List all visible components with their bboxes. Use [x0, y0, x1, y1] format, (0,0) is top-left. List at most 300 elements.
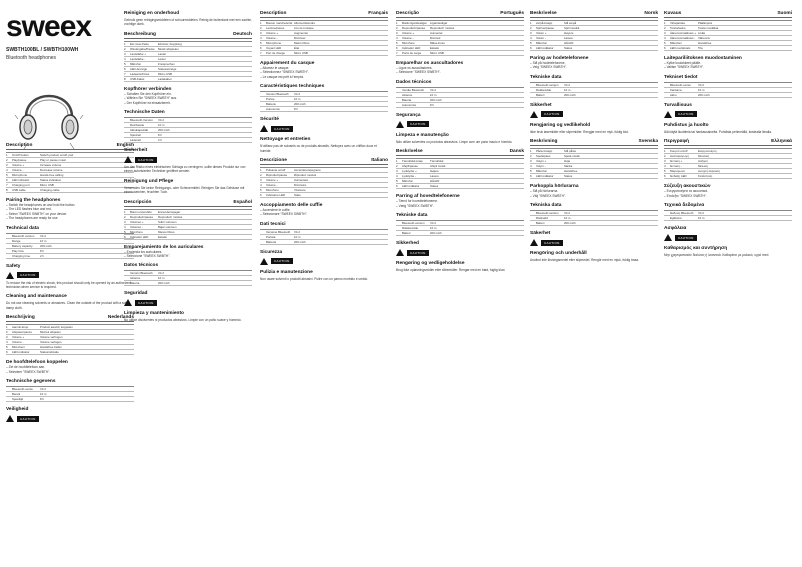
- bullet-item: – Tænd for hovedtelefonerne.: [396, 199, 438, 204]
- data-table: [124, 209, 252, 240]
- table-cell: Ligar/desligar: [430, 21, 448, 25]
- table-cell: 10 m: [564, 216, 571, 221]
- table-cell: 1: [124, 41, 126, 46]
- caution-block: [6, 272, 134, 279]
- section-title: Tekniske data: [530, 74, 562, 80]
- table-cell: Αναπαραγωγή: [670, 154, 689, 159]
- table-cell: 10 m: [158, 276, 165, 281]
- bullet-list: [260, 208, 388, 217]
- table-cell: Lautstärke -: [130, 56, 146, 61]
- table-cell: Volume +: [12, 335, 25, 340]
- section-title: Seguridad: [124, 291, 148, 297]
- section-title: Description: [260, 11, 287, 16]
- table-cell: Spela/paus: [536, 154, 551, 159]
- paragraph: Ikke bruk løsemidler eller slipemidler. Rengjør med en myk, fuktig klut.: [530, 129, 629, 134]
- table-cell: 4: [6, 168, 8, 172]
- table-cell: Lydstyrke +: [402, 169, 417, 174]
- table-cell: 6: [6, 350, 8, 355]
- caution-label: CAUTION: [407, 250, 429, 256]
- table-cell: Voyant LED: [266, 46, 282, 50]
- table-cell: 8 h: [40, 397, 45, 402]
- bullet-item: – Allumez le casque.: [260, 66, 290, 70]
- table-cell: 2: [530, 154, 532, 159]
- table-cell: V4.2: [294, 92, 300, 97]
- table-cell: Ένταση +: [670, 159, 683, 164]
- table-cell: Slå på/av: [564, 149, 577, 154]
- table-cell: LED-merkkivalo: [670, 46, 691, 50]
- table-cell: 3: [396, 169, 398, 174]
- table-cell: Allumer/éteindre: [294, 21, 316, 25]
- language-label: Français: [368, 11, 388, 16]
- table-cell: Statusanzeige: [158, 66, 177, 71]
- section-title: Cleaning and maintenance: [6, 294, 67, 300]
- table-cell: Leiser: [158, 56, 166, 61]
- bullet-item: – Zet de hoofdtelefoon aan.: [6, 365, 46, 370]
- table-cell: 1: [530, 21, 532, 25]
- table-cell: Version Bluetooth: [266, 92, 289, 97]
- table-cell: Indicatore LED: [266, 193, 286, 198]
- table-cell: Lydstyrke -: [402, 174, 417, 179]
- bullet-list: [396, 66, 524, 75]
- language-label: Suomi: [777, 11, 792, 16]
- caution-label: CAUTION: [675, 111, 697, 117]
- paragraph: Não utilize solventes ou produtos abrasivos. Limpe com um pano macio e húmido.: [396, 139, 513, 144]
- table-cell: LED-Anzeige: [130, 66, 148, 71]
- table-cell: Bluetooth-version: [536, 211, 559, 216]
- paragraph: Verwenden Sie keine Reinigungs- oder Scheuermittel. Reinigen Sie das Gehäuse mit einem weichen, feuchten Tuch.: [124, 185, 245, 195]
- table-cell: Κατάσταση: [698, 174, 713, 179]
- data-table: [664, 210, 792, 221]
- table-cell: Indicador LED: [402, 46, 421, 50]
- table-cell: Botão ligar/desligar: [402, 21, 427, 25]
- table-cell: 200 mAh: [430, 97, 442, 102]
- table-cell: 6: [664, 174, 666, 179]
- table-row: [6, 397, 134, 402]
- model-numbers: SWBTH100BL / SWBTH100WH: [6, 47, 79, 53]
- table-cell: Volym +: [536, 159, 547, 164]
- table-cell: Wiedergabe/Pause: [130, 46, 155, 51]
- table-cell: Handsfree: [698, 41, 712, 45]
- column-1: [6, 138, 134, 563]
- column-6: [664, 6, 792, 563]
- section-title: Turvallisuus: [664, 102, 692, 108]
- section-title: Segurança: [396, 112, 421, 118]
- table-cell: 3: [260, 31, 262, 35]
- table-cell: Volume -: [266, 183, 278, 188]
- table-cell: Batería: [130, 281, 140, 286]
- table-cell: 3: [260, 178, 262, 183]
- table-cell: Product aan/uit; koppelen: [40, 325, 73, 330]
- table-cell: Volum -: [536, 36, 546, 40]
- table-cell: Μείωση: [698, 164, 708, 169]
- table-cell: 3: [664, 31, 666, 35]
- table-cell: Volume +: [12, 163, 25, 167]
- table-cell: Tila: [698, 46, 703, 50]
- table-cell: Play or pause music: [40, 158, 67, 162]
- table-cell: 5: [124, 61, 126, 66]
- section-title: Descripción: [124, 199, 152, 205]
- table-cell: Έκδοση Bluetooth: [670, 211, 694, 216]
- table-cell: Subir volumen: [158, 219, 177, 224]
- table-cell: Play time: [12, 248, 24, 253]
- paragraph: Do not use cleaning solvents or abrasives. Clean the outside of the product with a soft, damp cloth.: [6, 301, 129, 310]
- table-cell: V4.2: [564, 82, 570, 87]
- table-cell: Bateria: [402, 97, 412, 102]
- table-cell: 6: [124, 66, 126, 71]
- section-title: Beskrivelse: [530, 11, 557, 16]
- section-title: Descrizione: [260, 158, 287, 164]
- warning-triangle-icon: [664, 234, 672, 241]
- table-row: [530, 221, 658, 226]
- table-cell: 5: [396, 179, 398, 184]
- table-cell: Akku: [670, 92, 677, 97]
- caution-block: [530, 111, 658, 118]
- table-cell: Räckvidd: [536, 216, 548, 221]
- table-cell: Estado: [430, 46, 439, 50]
- table-cell: 2: [124, 46, 126, 51]
- table-cell: LED-indikator: [402, 184, 420, 189]
- table-cell: Ein/Aus; Kopplung: [158, 41, 182, 46]
- section-title: Reiniging en onderhoud: [124, 11, 180, 16]
- language-label: Español: [233, 199, 252, 205]
- data-table: [124, 270, 252, 286]
- section-header: [260, 11, 388, 18]
- section-title: Rengjøring og vedlikehold: [530, 122, 591, 128]
- table-cell: 1: [124, 209, 126, 214]
- table-cell: 5: [260, 188, 262, 193]
- section-title: Beskrivelse: [396, 149, 423, 155]
- table-cell: 200 mAh: [564, 221, 576, 226]
- table-cell: Botón encendido: [130, 209, 152, 214]
- table-cell: Alcance: [130, 276, 141, 281]
- table-cell: Encender/apagar: [158, 209, 181, 214]
- table-cell: 5: [6, 173, 8, 177]
- bullet-item: – Selecteer "SWEEX SWBTH".: [6, 369, 51, 374]
- bullet-item: – Välj "SWEEX SWBTH".: [530, 193, 566, 198]
- section-title: Paring av hodetelefonene: [530, 56, 589, 61]
- table-cell: Bluetooth-versio: [670, 82, 691, 87]
- table-cell: 8: [124, 76, 126, 81]
- table-cell: Εμβέλεια: [670, 216, 682, 221]
- table-cell: Volume verlagen: [40, 340, 62, 345]
- table-cell: 10 m: [698, 216, 705, 221]
- table-cell: Slå av/på: [564, 21, 577, 25]
- table-cell: 1: [664, 149, 666, 154]
- table-cell: Volume -: [266, 36, 278, 40]
- table-cell: Status: [564, 174, 573, 179]
- table-row: [530, 46, 658, 51]
- table-cell: Microphone: [12, 173, 28, 177]
- table-cell: Bereik: [12, 392, 21, 397]
- data-table: [396, 158, 524, 189]
- table-row: [530, 174, 658, 179]
- caution-label: CAUTION: [675, 235, 697, 241]
- table-cell: 4: [396, 36, 398, 40]
- table-cell: 6: [530, 174, 532, 179]
- table-row: [124, 281, 252, 286]
- table-cell: Play/pause: [12, 158, 27, 162]
- warning-triangle-icon: [260, 125, 268, 132]
- table-cell: Micro USB: [294, 51, 308, 55]
- table-cell: 200 mAh: [158, 281, 170, 286]
- warning-triangle-icon: [260, 258, 268, 265]
- table-cell: Indicador LED: [130, 234, 149, 239]
- table-cell: Versión Bluetooth: [130, 271, 153, 276]
- table-cell: Diminuer: [294, 36, 306, 40]
- bullet-item: – Wählen Sie "SWEEX SWBTH" aus.: [124, 96, 177, 101]
- bullet-item: – Le casque est prêt à l'emploi.: [260, 74, 305, 79]
- table-cell: Batteri: [402, 231, 411, 236]
- table-cell: Reproduzir música: [430, 26, 455, 30]
- table-cell: Diminuir: [430, 36, 441, 40]
- table-cell: Status indication: [40, 178, 62, 182]
- table-cell: 1: [664, 21, 666, 25]
- table-cell: Lavere: [564, 36, 573, 40]
- table-cell: 3: [530, 159, 532, 164]
- section-title: Sikkerhet: [530, 102, 552, 108]
- table-cell: 1: [6, 325, 8, 330]
- section-title: Sikkerhed: [396, 241, 419, 247]
- section-title: Parring af hovedtelefonerne: [396, 194, 460, 200]
- table-cell: 5: [260, 41, 262, 45]
- section-header: [396, 149, 524, 156]
- table-cell: Mikrofon: [536, 41, 548, 45]
- column-3: [260, 6, 388, 563]
- data-table: [124, 41, 252, 82]
- table-cell: 1: [260, 21, 262, 25]
- table-cell: Toisto/tauko: [670, 26, 686, 30]
- table-cell: Statusindicatie: [40, 350, 59, 355]
- table-cell: Status: [430, 184, 439, 189]
- table-cell: 10 m: [40, 392, 47, 397]
- table-cell: 6: [664, 46, 666, 50]
- bullet-item: – Selezionare "SWEEX SWBTH".: [260, 212, 308, 217]
- table-cell: Microfone: [402, 41, 415, 45]
- table-cell: 10 m: [40, 238, 47, 243]
- table-cell: Microfoon: [12, 345, 25, 350]
- table-cell: Volume +: [402, 31, 415, 35]
- table-cell: Charging port: [12, 183, 30, 187]
- bullet-item: – Slå på hodetelefonene.: [530, 61, 566, 65]
- table-cell: 4: [260, 183, 262, 188]
- table-row: [260, 51, 388, 56]
- section-title: Descrição: [396, 11, 419, 16]
- column-4: [396, 6, 524, 563]
- table-cell: Portée: [266, 97, 275, 102]
- bullet-list: [664, 189, 792, 198]
- data-table: [530, 210, 658, 226]
- bullet-list: [6, 203, 134, 221]
- data-table: [664, 82, 792, 98]
- table-cell: Batteri: [536, 92, 545, 97]
- caution-label: CAUTION: [135, 157, 157, 163]
- table-cell: 5: [530, 169, 532, 174]
- table-cell: På/av-knapp: [536, 149, 553, 154]
- section-title: Reinigung und Pflege: [124, 178, 174, 184]
- warning-triangle-icon: [530, 239, 538, 246]
- section-header: [124, 200, 252, 207]
- table-row: [260, 193, 388, 198]
- table-cell: Bluetooth version: [12, 233, 35, 238]
- caution-label: CAUTION: [17, 272, 39, 278]
- table-cell: 2: [260, 26, 262, 30]
- section-title: Beschreibung: [124, 31, 156, 37]
- language-label: Ελληνικά: [771, 139, 792, 145]
- bullet-item: – Schalten Sie den Kopfhörer ein.: [124, 91, 172, 96]
- table-cell: 1: [396, 21, 398, 25]
- table-cell: Portata: [266, 234, 276, 239]
- data-table: [260, 20, 388, 56]
- table-cell: 1: [530, 149, 532, 154]
- table-row: [664, 216, 792, 221]
- bullet-item: – Sélectionnez "SWEEX SWBTH".: [260, 70, 309, 75]
- table-cell: 2: [530, 26, 532, 30]
- caution-block: [664, 111, 792, 118]
- section-title: Rengøring og vedligeholdelse: [396, 261, 465, 267]
- table-cell: Status: [564, 46, 573, 50]
- caution-block: [396, 249, 524, 256]
- bullet-item: – Kytke kuulokkeet päälle.: [664, 61, 702, 65]
- table-cell: Lautstärke +: [130, 51, 146, 56]
- table-cell: 5: [530, 41, 532, 45]
- data-table: [6, 233, 134, 259]
- bullet-list: [530, 61, 658, 70]
- table-cell: Bouton marche/arrêt: [266, 21, 293, 25]
- table-cell: Akkukapazität: [130, 128, 148, 133]
- bullet-item: – Switch the headphones on and hold the button.: [6, 203, 76, 207]
- language-label: Nederlands: [107, 315, 134, 321]
- table-cell: Vähennä: [698, 36, 710, 40]
- table-cell: Batteria: [266, 239, 276, 244]
- table-cell: LED-indikator: [536, 174, 554, 179]
- table-cell: Av/på-knapp: [536, 21, 553, 25]
- table-row: [260, 240, 388, 245]
- table-cell: 8 h: [158, 133, 163, 138]
- table-cell: Håndfri: [430, 179, 440, 184]
- table-cell: Manos libres: [158, 229, 175, 234]
- bullet-item: – Ligue os auscultadores.: [396, 66, 433, 70]
- table-cell: 200 mAh: [564, 92, 576, 97]
- table-cell: Äänenvoimakkuus -: [670, 36, 696, 40]
- section-title: Veiligheid: [6, 407, 29, 413]
- warning-triangle-icon: [396, 121, 404, 128]
- bullet-item: – Selecione "SWEEX SWBTH".: [396, 70, 441, 75]
- data-table: [6, 152, 134, 193]
- table-cell: Handsfree bellen: [40, 345, 62, 350]
- table-cell: Spielzeit: [130, 133, 141, 138]
- section-title: Emparejamiento de los auriculares: [124, 244, 204, 250]
- language-label: Italiano: [371, 158, 388, 164]
- table-cell: 200 mAh: [158, 128, 170, 133]
- table-cell: Mãos-livres: [430, 41, 445, 45]
- bullet-list: [6, 365, 134, 374]
- table-cell: Volume -: [402, 36, 414, 40]
- data-table: [396, 87, 524, 108]
- data-table: [530, 82, 658, 98]
- section-header: [530, 11, 658, 18]
- caution-block: [260, 258, 388, 265]
- table-cell: V4.2: [158, 271, 164, 276]
- table-cell: 3: [124, 219, 126, 224]
- table-cell: 1: [260, 168, 262, 173]
- table-cell: 5: [664, 41, 666, 45]
- section-title: Limpeza e manutenção: [396, 132, 449, 138]
- table-cell: Vivavoce: [294, 188, 306, 193]
- table-cell: Micrófono: [130, 229, 143, 234]
- bullet-item: – Vælg "SWEEX SWBTH".: [396, 203, 435, 208]
- table-cell: 3: [124, 51, 126, 56]
- bullet-item: – Der Kopfhörer ist einsatzbereit.: [124, 100, 171, 105]
- table-cell: V4.2: [430, 221, 436, 226]
- table-cell: Päälle/pois: [698, 21, 713, 25]
- table-cell: Tænd/sluk-knap: [402, 159, 423, 164]
- table-cell: V4.2: [430, 87, 436, 92]
- section-title: Description: [6, 143, 33, 148]
- table-cell: Port de charge: [266, 51, 285, 55]
- table-cell: 4: [260, 36, 262, 40]
- section-title: Tekniset tiedot: [664, 74, 698, 80]
- section-title: Parkoppla hörlurarna: [530, 184, 579, 190]
- table-cell: Håndfri: [564, 41, 574, 45]
- section-header: [530, 139, 658, 146]
- table-cell: 200 mAh: [294, 102, 306, 107]
- table-cell: Afspelen/pauze: [12, 330, 32, 335]
- section-title: Rengöring och underhåll: [530, 251, 587, 257]
- data-table: [664, 20, 792, 51]
- bullet-list: [124, 250, 252, 259]
- table-cell: Hands-free calling: [40, 173, 64, 177]
- section-title: Sécurité: [260, 117, 279, 123]
- table-cell: 10 m: [430, 226, 437, 231]
- data-table: [530, 20, 658, 51]
- table-cell: Charging time: [12, 253, 30, 258]
- table-cell: Ladeanschluss: [130, 71, 150, 76]
- table-cell: Aan/uit-knop: [12, 325, 29, 330]
- table-cell: 4: [664, 164, 666, 169]
- table-cell: 7: [124, 71, 126, 76]
- section-title: Ασφάλεια: [664, 226, 687, 232]
- table-cell: Kantama: [670, 87, 682, 92]
- table-cell: Accendere/spegnere: [294, 168, 321, 173]
- table-cell: 6: [530, 46, 532, 50]
- bullet-item: – Seleccione "SWEEX SWBTH".: [124, 254, 171, 259]
- table-cell: Decrease volume: [40, 168, 63, 172]
- table-cell: V4.2: [294, 229, 300, 234]
- table-cell: 7: [6, 183, 8, 187]
- table-cell: Riproduci musica: [294, 173, 317, 178]
- section-title: Laitepariliitoksen muodostaminen: [664, 56, 742, 61]
- table-cell: USB cable: [12, 188, 26, 192]
- table-cell: 3: [530, 31, 532, 35]
- table-cell: Volum +: [536, 31, 547, 35]
- table-cell: Mikrofon: [402, 179, 414, 184]
- warning-triangle-icon: [530, 111, 538, 118]
- section-title: Dados técnicos: [396, 79, 432, 85]
- table-cell: 10 m: [430, 92, 437, 97]
- data-table: [124, 117, 252, 143]
- table-row: [124, 77, 252, 82]
- section-title: Beschrijving: [6, 315, 35, 321]
- table-cell: Freisprechen: [158, 61, 175, 66]
- section-title: Puhdistus ja huolto: [664, 122, 709, 128]
- bullet-item: – Valitse "SWEEX SWBTH".: [664, 65, 704, 70]
- section-title: Καθαρισμός και συντήρηση: [664, 246, 728, 252]
- table-cell: Volume verhogen: [40, 335, 63, 340]
- section-title: Technische Daten: [124, 110, 165, 116]
- section-title: Sicherheit: [124, 148, 148, 154]
- section-title: Τεχνικά δεδομένα: [664, 203, 705, 209]
- table-row: [396, 231, 524, 236]
